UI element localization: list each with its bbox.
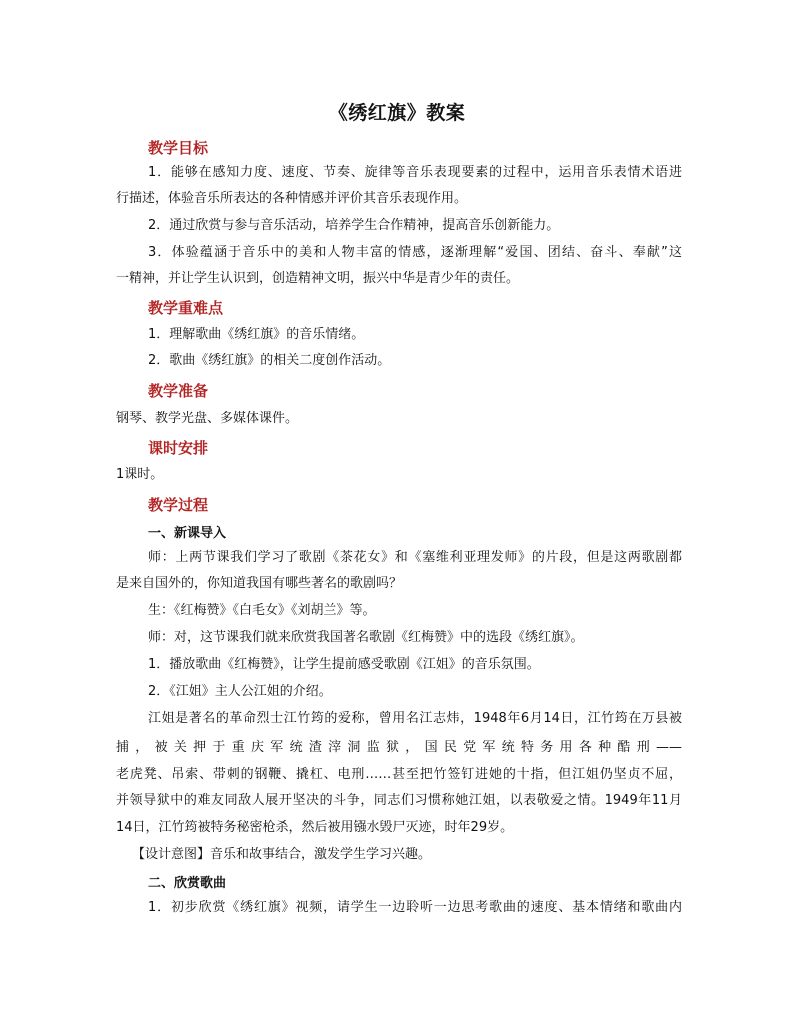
document-title: 《绣红旗》教案: [328, 102, 466, 124]
heading-key-points: 教学重难点: [148, 299, 224, 317]
subheading-listening: 二、欣赏歌曲: [148, 876, 227, 891]
goal-2: 2．通过欣赏与参与音乐活动，培养学生合作精神，提高音乐创新能力。: [148, 218, 560, 233]
bio-line-1: 江姐是著名的革命烈士江竹筠的爱称，曾用名江志炜，1948年6月14日，江竹筠在万县被: [148, 711, 682, 726]
teacher-line-2: 师：对，这节课我们就来欣赏我国著名歌剧《红梅赞》中的选段《绣红旗》。: [148, 630, 584, 645]
heading-teaching-goals: 教学目标: [148, 139, 209, 157]
goal-3-line-2: 一精神，并让学生认识到，创造精神文明，振兴中华是青少年的责任。: [116, 271, 520, 286]
goal-1-line-1: 1．能够在感知力度、速度、节奏、旋律等音乐表现要素的过程中，运用音乐表情术语进: [148, 165, 682, 180]
listening-step-1: 1．初步欣赏《绣红旗》视频，请学生一边聆听一边思考歌曲的速度、基本情绪和歌曲内: [148, 900, 682, 915]
teacher-line-1b: 是来自国外的，你知道我国有哪些著名的歌剧吗？: [116, 576, 403, 591]
goal-1-line-2: 行描述，体验音乐所表达的各种情感并评价其音乐表现作用。: [116, 191, 468, 206]
goal-3-line-1: 3．体验蕴涵于音乐中的美和人物丰富的情感，逐渐理解“爱国、团结、奋斗、奉献”这: [148, 245, 682, 260]
heading-schedule: 课时安排: [148, 439, 209, 457]
bio-line-5: 14日，江竹筠被特务秘密枪杀，然后被用镪水毁尸灭迹，时年29岁。: [116, 820, 514, 835]
intro-step-1: 1．播放歌曲《红梅赞》，让学生提前感受歌剧《江姐》的音乐氛围。: [148, 657, 540, 672]
intro-step-2: 2．《江姐》主人公江姐的介绍。: [148, 684, 332, 699]
student-line-1: 生：《红梅赞》《白毛女》《刘胡兰》等。: [148, 603, 376, 618]
heading-preparation: 教学准备: [148, 382, 209, 400]
teacher-line-1a: 师：上两节课我们学习了歌剧《茶花女》和《塞维利亚理发师》的片段，但是这两歌剧都: [148, 550, 682, 565]
schedule-text: 1课时。: [116, 467, 164, 482]
bio-line-4: 并领导狱中的难友同敌人展开坚决的斗争，同志们习惯称她江姐，以表敬爱之情。1949年11月: [116, 793, 682, 808]
preparation-text: 钢琴、教学光盘、多媒体课件。: [116, 411, 299, 426]
bio-line-2: 捕，被关押于重庆军统渣滓洞监狱，国民党军统特务用各种酷刑——: [116, 740, 682, 755]
subheading-intro: 一、新课导入: [148, 526, 227, 541]
heading-process: 教学过程: [148, 496, 209, 514]
key-point-1: 1．理解歌曲《绣红旗》的音乐情绪。: [148, 327, 365, 342]
bio-line-3: 老虎凳、吊索、带刺的钢鞭、撬杠、电刑……甚至把竹签钉进她的十指，但江姐仍坚贞不屈，: [116, 767, 682, 782]
key-point-2: 2．歌曲《绣红旗》的相关二度创作活动。: [148, 353, 391, 368]
design-intent: 【设计意图】音乐和故事结合，激发学生学习兴趣。: [132, 847, 432, 862]
